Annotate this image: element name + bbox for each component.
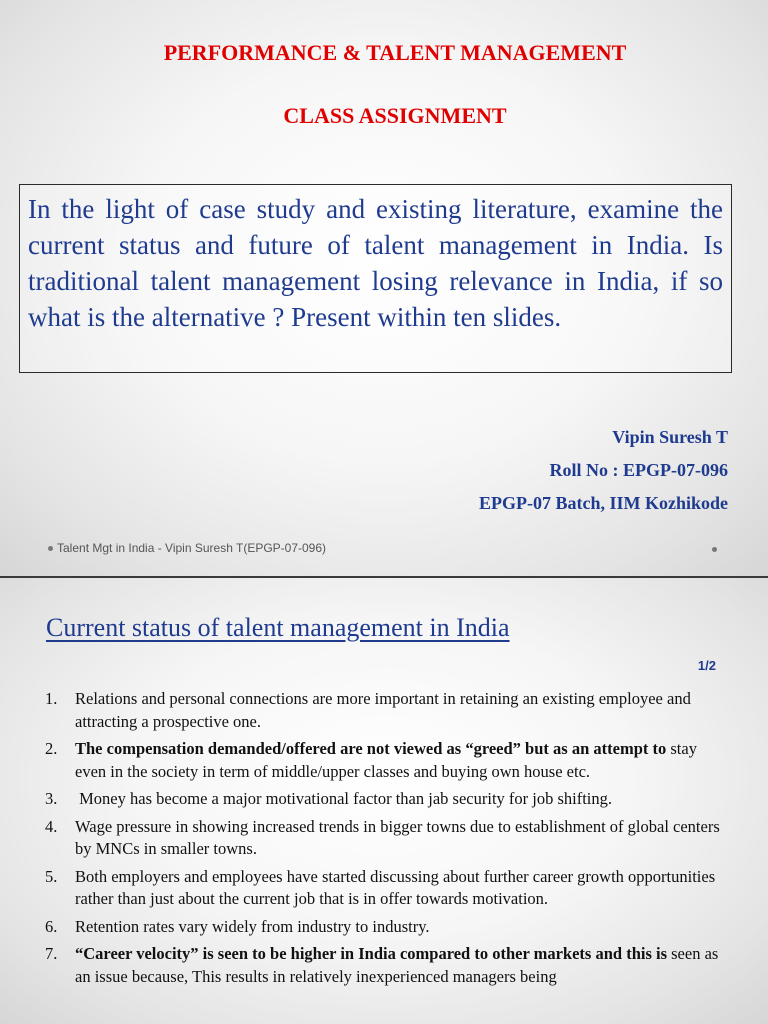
points-list [40, 688, 730, 993]
content-slide [0, 578, 768, 1024]
author-name: Vipin Suresh T [612, 427, 728, 447]
list-number: 1. [45, 689, 58, 708]
list-number: 5. [45, 866, 58, 886]
list-item [40, 738, 730, 783]
list-text-bold: “Career velocity” is seen to be higher in India compared to other markets and this is [75, 944, 668, 963]
list-text: Relations and personal connections are more important in retaining an existing employee and attracting a prospective one. [75, 689, 691, 731]
bullet-icon [712, 547, 717, 552]
list-number: 2. [45, 739, 58, 758]
list-text [75, 943, 730, 988]
list-item [40, 688, 730, 733]
bullet-icon [48, 546, 53, 551]
list-item [40, 866, 730, 911]
list-number: 4. [45, 816, 58, 836]
assignment-question: In the light of case study and existing literature, examine the current status and future of talent management in India. Is traditional talent management losing relevance in India, if so what is the alternative ? Present within ten slides. [28, 194, 723, 332]
list-item [40, 788, 730, 811]
slide-subtitle: CLASS ASSIGNMENT [283, 103, 507, 128]
list-number: 3. [45, 789, 58, 808]
list-text-bold: The compensation demanded/offered are not viewed as “greed” but as an attempt to [75, 739, 667, 758]
list-text-rest: stay even in the society in term of middle/upper classes and buying own house etc. [75, 739, 697, 781]
list-text: Wage pressure in showing increased trends in bigger towns due to establishment of global centers by MNCs in smaller towns. [75, 816, 720, 858]
author-roll-number: Roll No : EPGP-07-096 [549, 460, 728, 480]
list-item [40, 816, 730, 861]
footer-text: Talent Mgt in India - Vipin Suresh T(EPGP-07-096) [57, 541, 327, 555]
list-text: Money has become a major motivational factor than jab security for job shifting. [75, 789, 613, 808]
list-text: Retention rates vary widely from industry to industry. [75, 916, 430, 936]
list-text-rest: seen as an issue because, This results in relatively inexperienced managers being [75, 944, 719, 986]
author-batch: EPGP-07 Batch, IIM Kozhikode [478, 493, 728, 513]
list-text [75, 738, 730, 783]
slide-heading: Current status of talent management in India [46, 613, 510, 642]
list-item [40, 943, 730, 988]
list-number: 7. [45, 944, 58, 963]
slide-title: PERFORMANCE & TALENT MANAGEMENT [163, 40, 627, 65]
slide-footer [48, 541, 326, 555]
page-indicator: 1/2 [697, 658, 716, 673]
list-text: Both employers and employees have started discussing about further career growth opportunities rather than just about the current job that is in offer towards motivation. [75, 866, 716, 908]
list-item [40, 916, 730, 939]
list-number: 6. [45, 916, 58, 936]
assignment-question-box [19, 184, 732, 373]
